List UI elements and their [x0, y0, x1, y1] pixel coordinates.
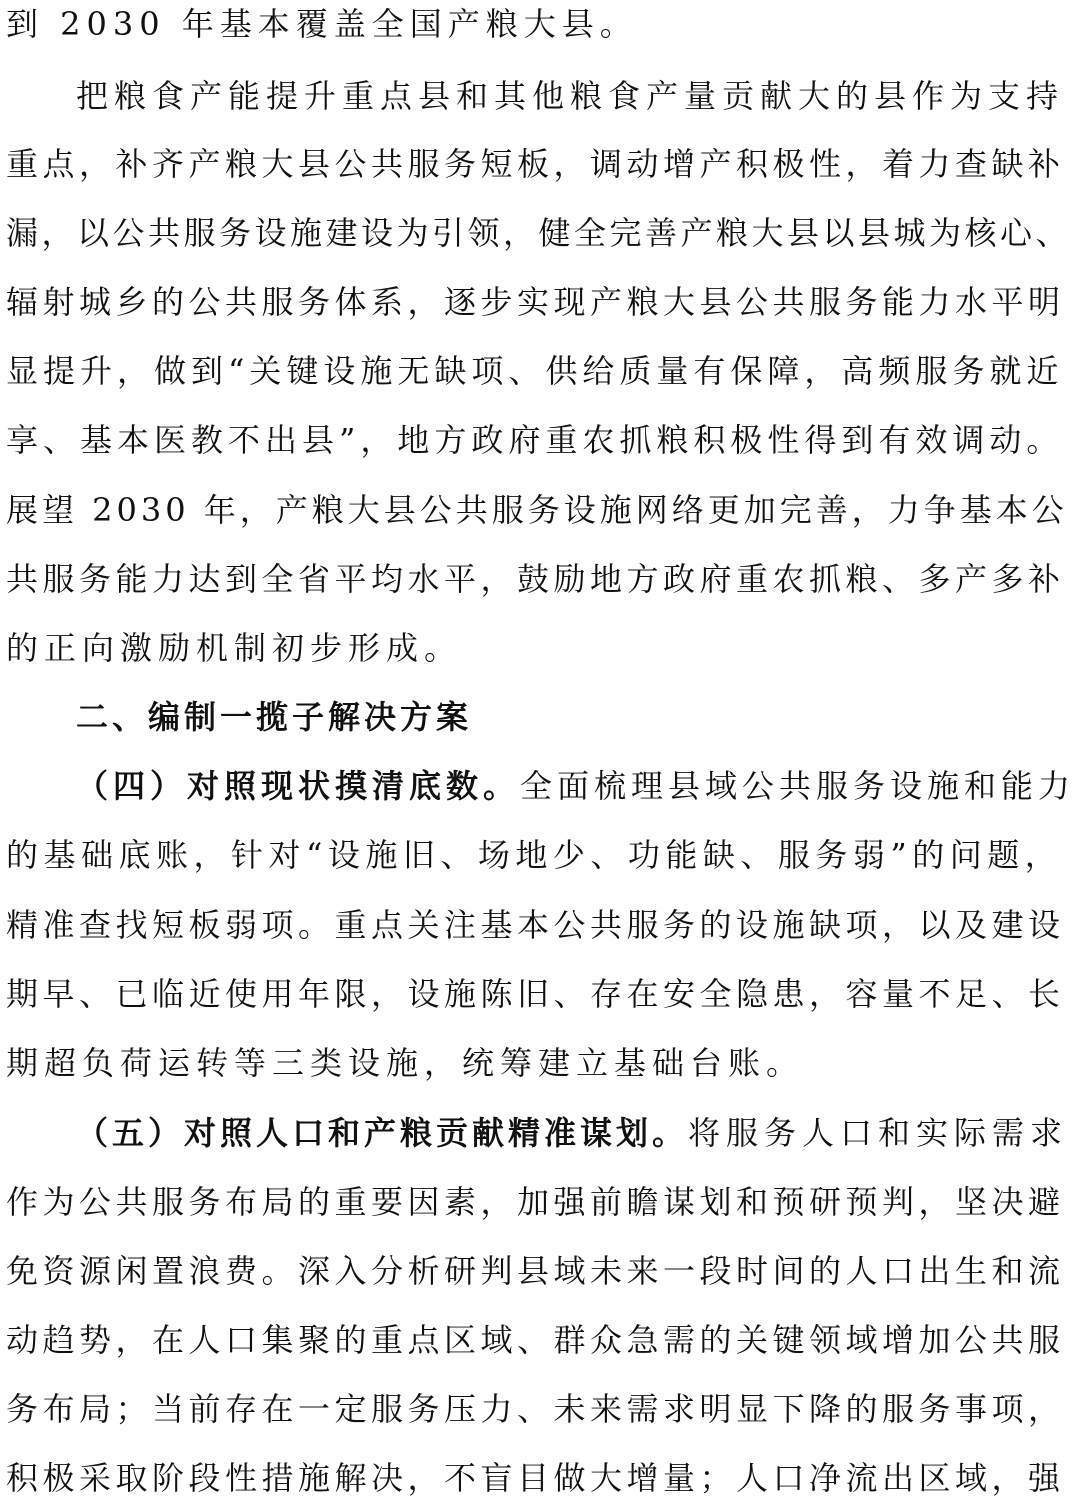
paragraph-lead: （五）对照人口和产粮贡献精准谋划。: [76, 1114, 689, 1152]
text-line: 漏，以公共服务设施建设为引领，健全完善产粮大县以县城为核心、: [6, 214, 1072, 252]
text-line: 全面梳理县域公共服务设施和能力: [520, 767, 1076, 805]
text-line: 展望 2030 年，产粮大县公共服务设施网络更加完善，力争基本公: [6, 491, 1068, 529]
text-line: 辐射城乡的公共服务体系，逐步实现产粮大县公共服务能力水平明: [6, 283, 1065, 321]
text-line: 享、基本医教不出县”，地方政府重农抓粮积极性得到有效调动。: [6, 421, 1064, 459]
text-line: 精准查找短板弱项。重点关注基本公共服务的设施缺项，以及建设: [6, 906, 1065, 944]
text-line: 免资源闲置浪费。深入分析研判县域未来一段时间的人口出生和流: [6, 1252, 1065, 1290]
text-line: 重点，补齐产粮大县公共服务短板，调动增产积极性，着力查缺补: [6, 145, 1065, 183]
paragraph-first-line: [76, 766, 1075, 806]
paragraph-first-line: [76, 1113, 1068, 1153]
text-line: 动趋势，在人口集聚的重点区域、群众急需的关键领域增加公共服: [6, 1321, 1065, 1359]
text-line: 务布局；当前存在一定服务压力、未来需求明显下降的服务事项，: [6, 1390, 1065, 1428]
text-line: 共服务能力达到全省平均水平，鼓励地方政府重农抓粮、多产多补: [6, 560, 1065, 598]
text-line: 到 2030 年基本覆盖全国产粮大县。: [6, 5, 638, 43]
paragraph-lead: （四）对照现状摸清底数。: [76, 767, 521, 805]
text-line: 期早、已临近使用年限，设施陈旧、存在安全隐患，容量不足、长: [6, 975, 1065, 1013]
text-line: 的正向激励机制初步形成。: [6, 629, 463, 667]
text-line: 期超负荷运转等三类设施，统筹建立基础台账。: [6, 1044, 805, 1082]
section-heading: 二、编制一揽子解决方案: [76, 698, 473, 736]
text-line: 积极采取阶段性措施解决，不盲目做大增量；人口净流出区域，强: [6, 1459, 1065, 1497]
text-line: 的基础底账，针对“设施旧、场地少、功能缺、服务弱”的问题，: [6, 836, 1063, 874]
text-line: 作为公共服务布局的重要因素，加强前瞻谋划和预研预判，坚决避: [6, 1183, 1065, 1221]
text-line: 把粮食产能提升重点县和其他粮食产量贡献大的县作为支持: [76, 77, 1065, 115]
text-line: 将服务人口和实际需求: [688, 1114, 1069, 1152]
text-line: 显提升，做到“关键设施无缺项、供给质量有保障，高频服务就近: [6, 352, 1064, 390]
